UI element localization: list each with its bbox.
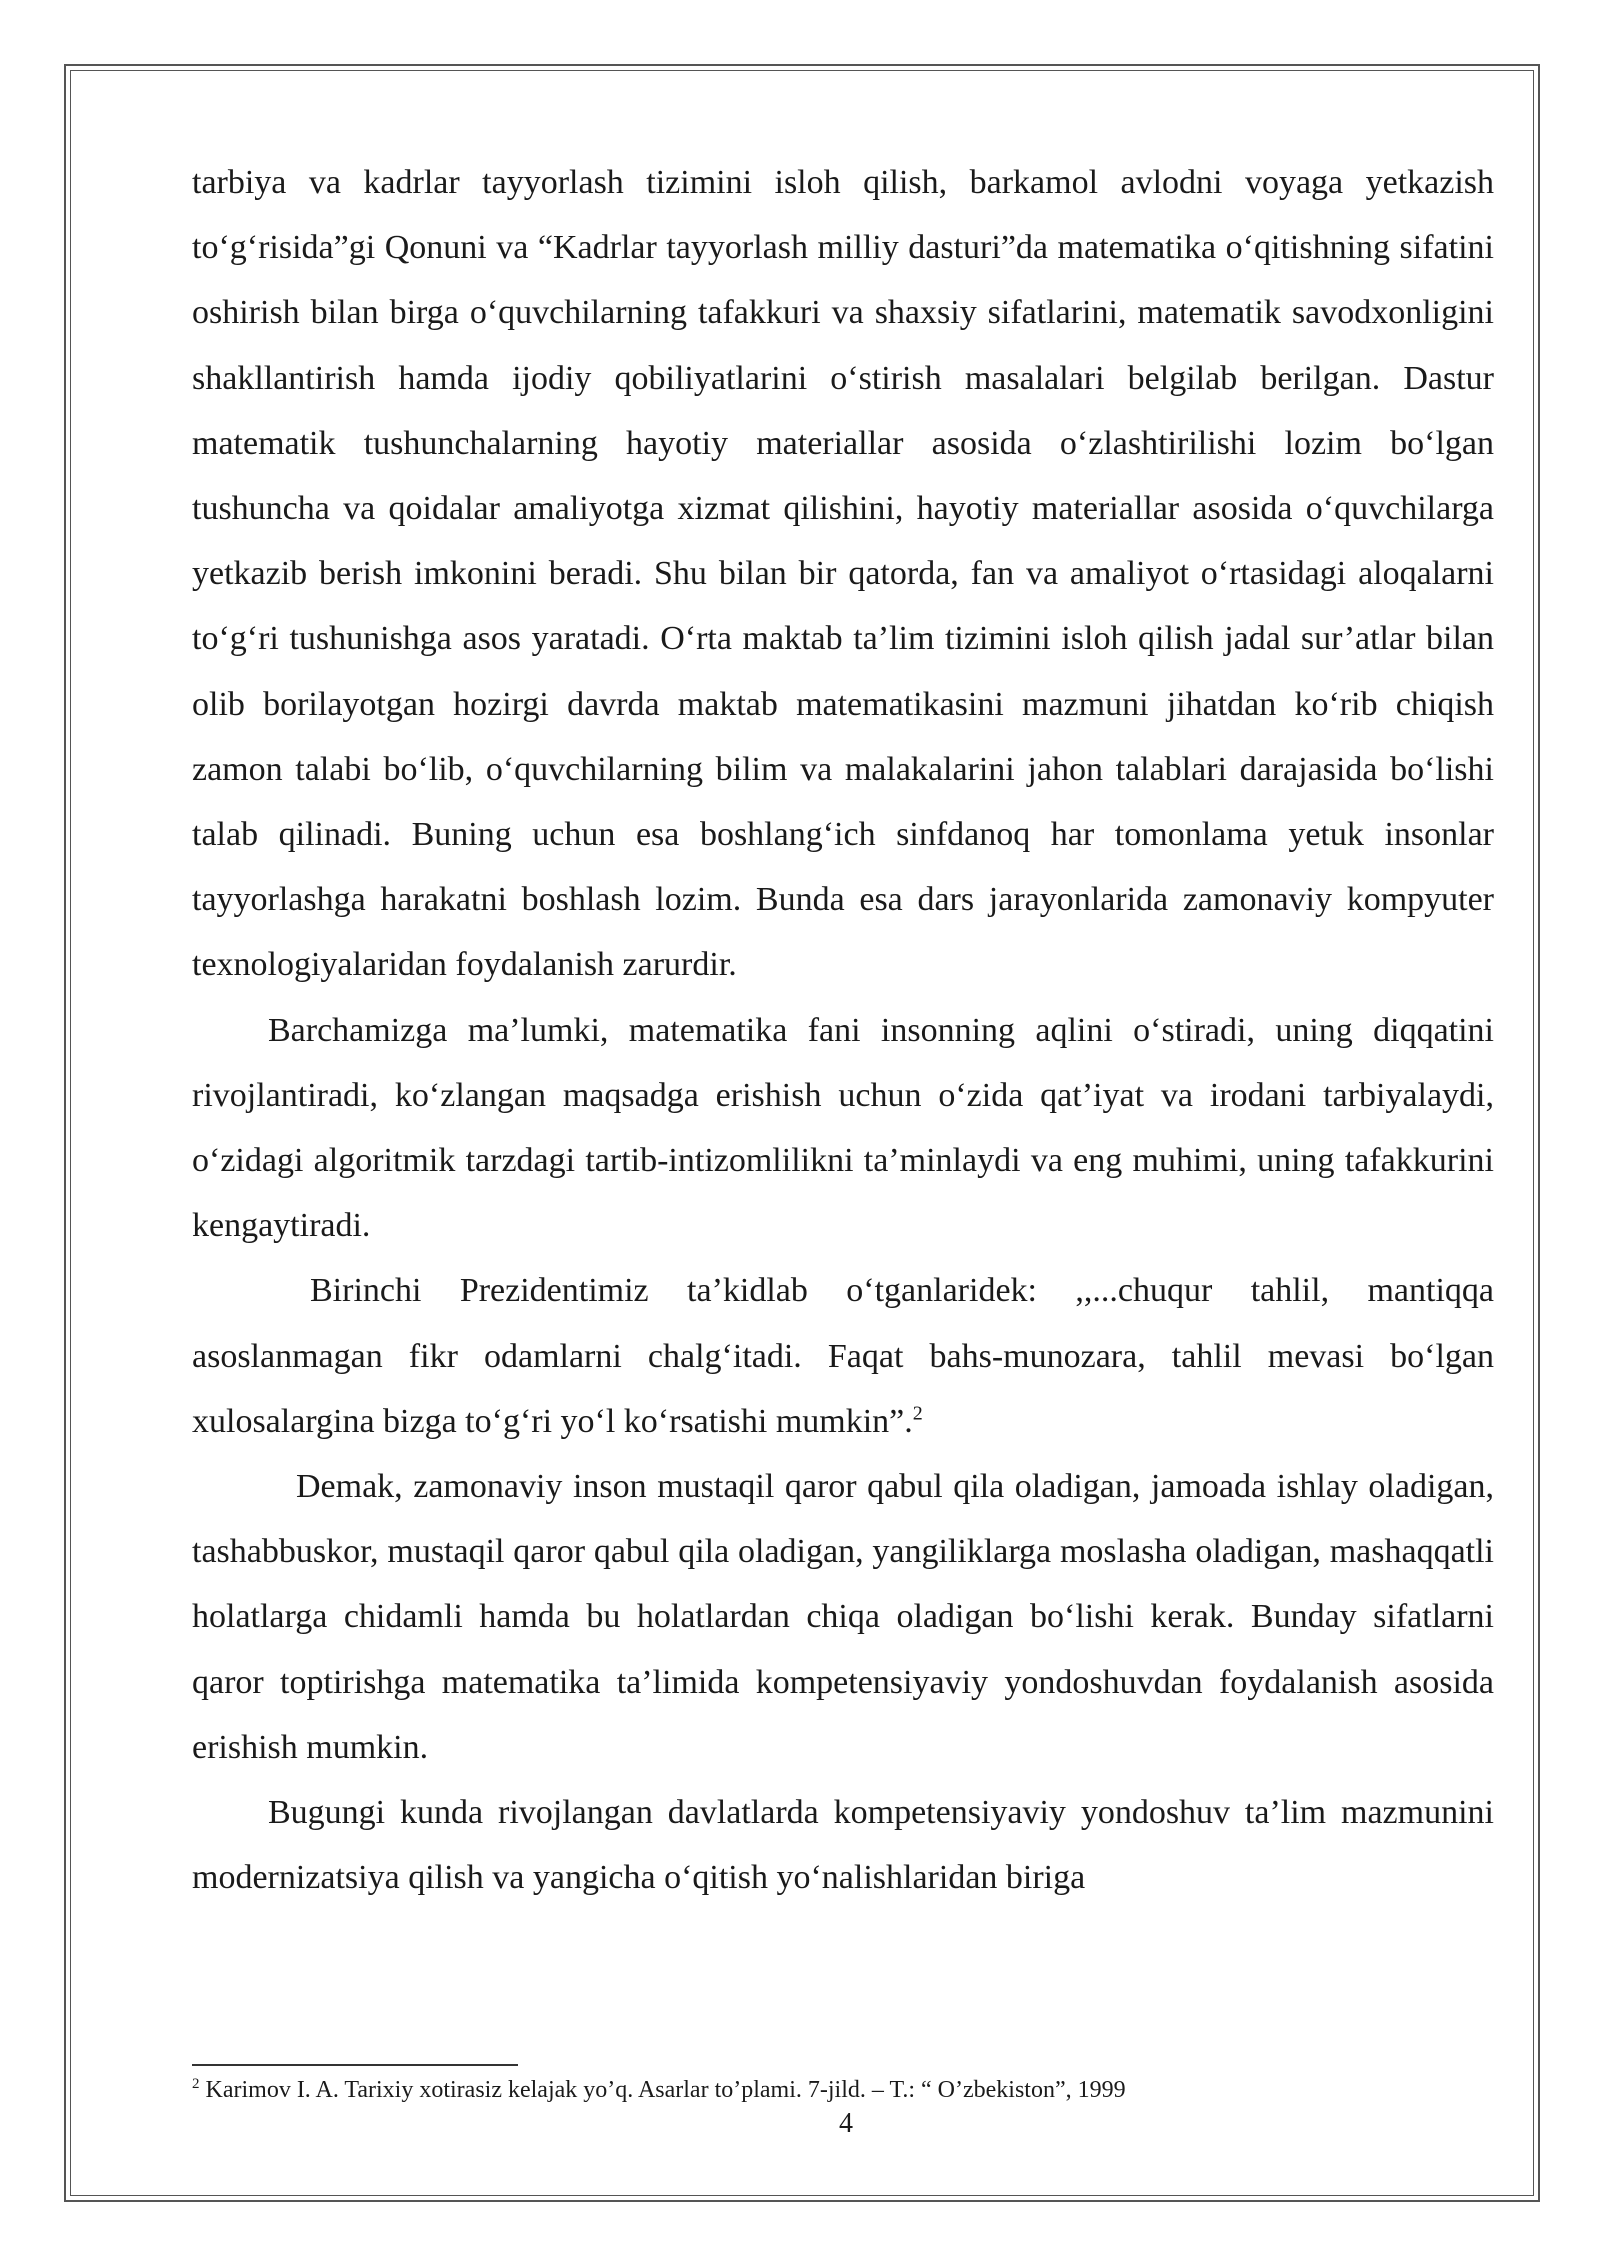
footnote-separator [192,2064,518,2066]
paragraph-1: tarbiya va kadrlar tayyorlash tizimini isloh qilish, barkamol avlodni voyaga yetkazish to‘g‘risida”gi Qonuni va “Kadrlar tayyorlash milliy dasturi”da matematika o‘qitishning sifatini oshirish bilan birga o‘quvchilarning tafakkuri va shaxsiy sifatlarini, matematik savodxonligini shakllantirish hamda ijodiy qobiliyatlarini o‘stirish masalalari belgilab berilgan. Dastur matematik tushunchalarning hayotiy materiallar asosida o‘zlashtirilishi lozim bo‘lgan tushuncha va qoidalar amaliyotga xizmat qilishini, hayotiy materiallar asosida o‘quvchilarga yetkazib berish imkonini beradi. Shu bilan bir qatorda, fan va amaliyot o‘rtasidagi aloqalarni to‘g‘ri tushunishga asos yaratadi. O‘rta maktab ta’lim tizimini isloh qilish jadal sur’atlar bilan olib borilayotgan hozirgi davrda maktab matematikasini mazmuni jihatdan ko‘rib chiqish zamon talabi bo‘lib, o‘quvchilarning bilim va malakalarini jahon talablari darajasida bo‘lishi talab qilinadi. Buning uchun esa boshlang‘ich sinfdanoq har tomonlama yetuk insonlar tayyorlashga harakatni boshlash lozim. Bunda esa dars jarayonlarida zamonaviy kompyuter texnologiyalaridan foydalanish zarurdir. [192,164,1494,984]
paragraph-4: Demak, zamonaviy inson mustaqil qaror qabul qila oladigan, jamoada ishlay oladigan, tashabbuskor, mustaqil qaror qabul qila oladigan, yangiliklarga moslasha oladigan, mashaqqatli holatlarga chidamli hamda bu holatlardan chiqa oladigan bo‘lishi kerak. Bunday sifatlarni qaror toptirishga matematika ta’limida kompetensiyaviy yondoshuvdan foydalanish asosida erishish mumkin. [192,1468,1494,1766]
paragraph-3-text: Birinchi Prezidentimiz ta’kidlab o‘tganlaridek: ,,...chuqur tahlil, mantiqqa asoslanmagan fikr odamlarni chalg‘itadi. Faqat bahs-munozara, tahlil mevasi bo‘lgan xulosalargina bizga to‘g‘ri yo‘l ko‘rsatishi mumkin”. [192,1272,1494,1440]
footnote-marker: 2 [192,2076,200,2092]
footnote-reference[interactable]: 2 [912,1402,923,1425]
paragraph-5: Bugungi kunda rivojlangan davlatlarda kompetensiyaviy yondoshuv ta’lim mazmunini modernizatsiya qilish va yangicha o‘qitish yo‘nalishlaridan biriga [192,1794,1494,1897]
paragraph-2: Barchamizga ma’lumki, matematika fani insonning aqlini o‘stiradi, uning diqqatini rivojlantiradi, ko‘zlangan maqsadga erishish uchun o‘zida qat’iyat va irodani tarbiyalaydi, o‘zidagi algoritmik tarzdagi tartib-intizomlilikni ta’minlaydi va eng muhimi, uning tafakkurini kengaytiradi. [192,1011,1494,1245]
paragraph-3 [192,1258,1494,1454]
footnote-text: Karimov I. A. Tarixiy xotirasiz kelajak yo’q. Asarlar to’plami. 7-jild. – T.: “ O’zbekiston”, 1999 [199,2077,1126,2103]
page-number: 4 [839,2108,853,2139]
footnote [192,2074,1494,2106]
body-text [192,150,1494,1910]
